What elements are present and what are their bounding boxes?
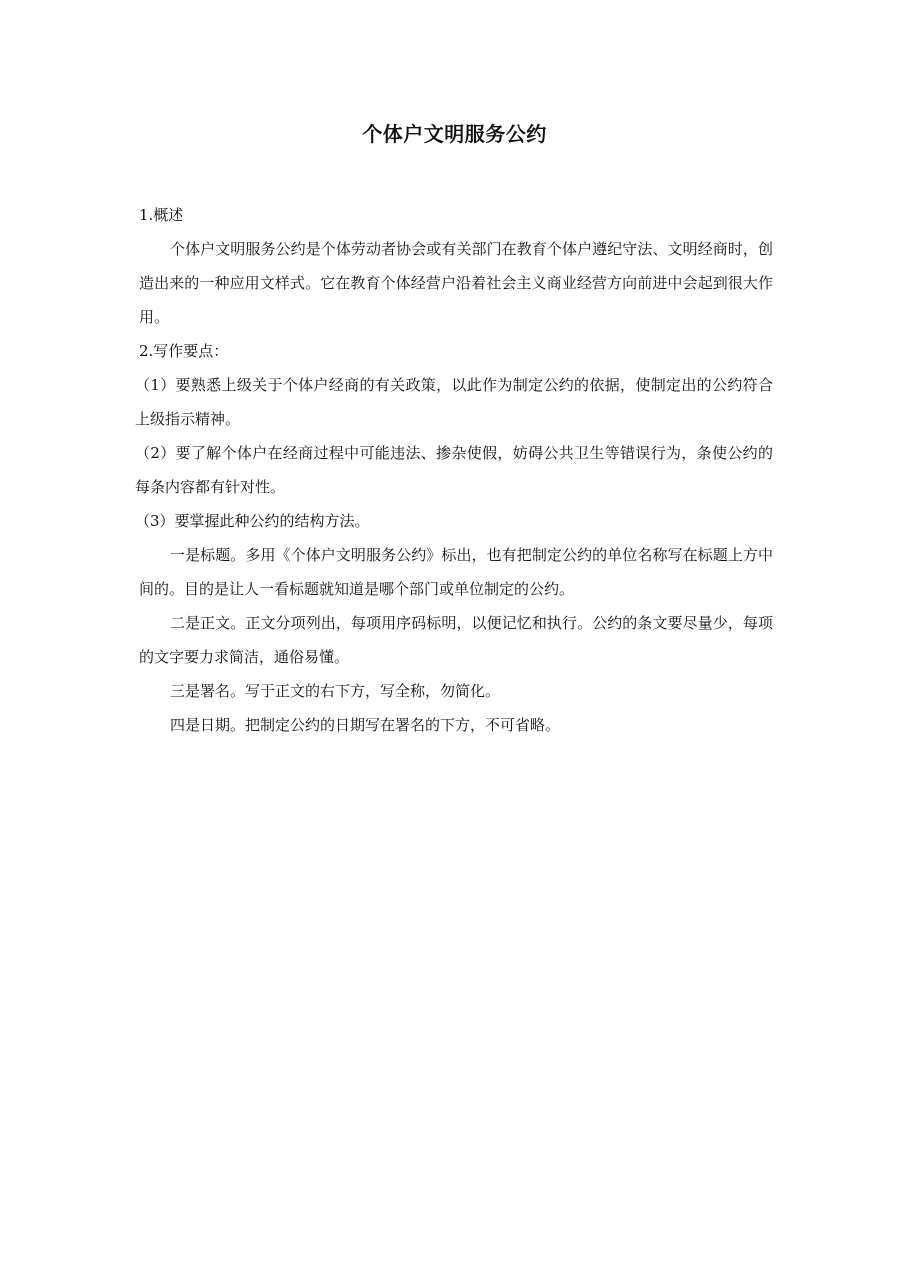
structure-body-paragraph: 二是正文。正文分项列出，每项用序码标明，以便记忆和执行。公约的条文要尽量少，每项的文字要力求简洁，通俗易懂。 [139, 614, 773, 666]
overview-paragraph: 个体户文明服务公约是个体劳动者协会或有关部门在教育个体户遵纪守法、文明经商时，创造出来的一种应用文样式。它在教育个体经营户沿着社会主义商业经营方向前进中会起到很大作用。 [139, 240, 773, 326]
document-title: 个体户文明服务公约 [362, 122, 547, 146]
structure-date-paragraph: 四是日期。把制定公约的日期写在署名的下方，不可省略。 [170, 716, 561, 734]
point-2-paragraph: （2）要了解个体户在经商过程中可能违法、掺杂使假，妨碍公共卫生等错误行为，条使公约的每条内容都有针对性。 [135, 444, 773, 496]
structure-title-paragraph: 一是标题。多用《个体户文明服务公约》标出，也有把制定公约的单位名称写在标题上方中间的。目的是让人一看标题就知道是哪个部门或单位制定的公约。 [139, 546, 773, 598]
point-1-paragraph: （1）要熟悉上级关于个体户经商的有关政策，以此作为制定公约的依据，使制定出的公约符合上级指示精神。 [135, 376, 773, 428]
points-heading: 2.写作要点： [139, 342, 229, 360]
overview-heading: 1.概述 [139, 206, 184, 224]
document-body [135, 198, 773, 742]
structure-signature-paragraph: 三是署名。写于正文的右下方，写全称，勿简化。 [170, 682, 501, 700]
point-3-paragraph: （3）要掌握此种公约的结构方法。 [135, 512, 370, 530]
